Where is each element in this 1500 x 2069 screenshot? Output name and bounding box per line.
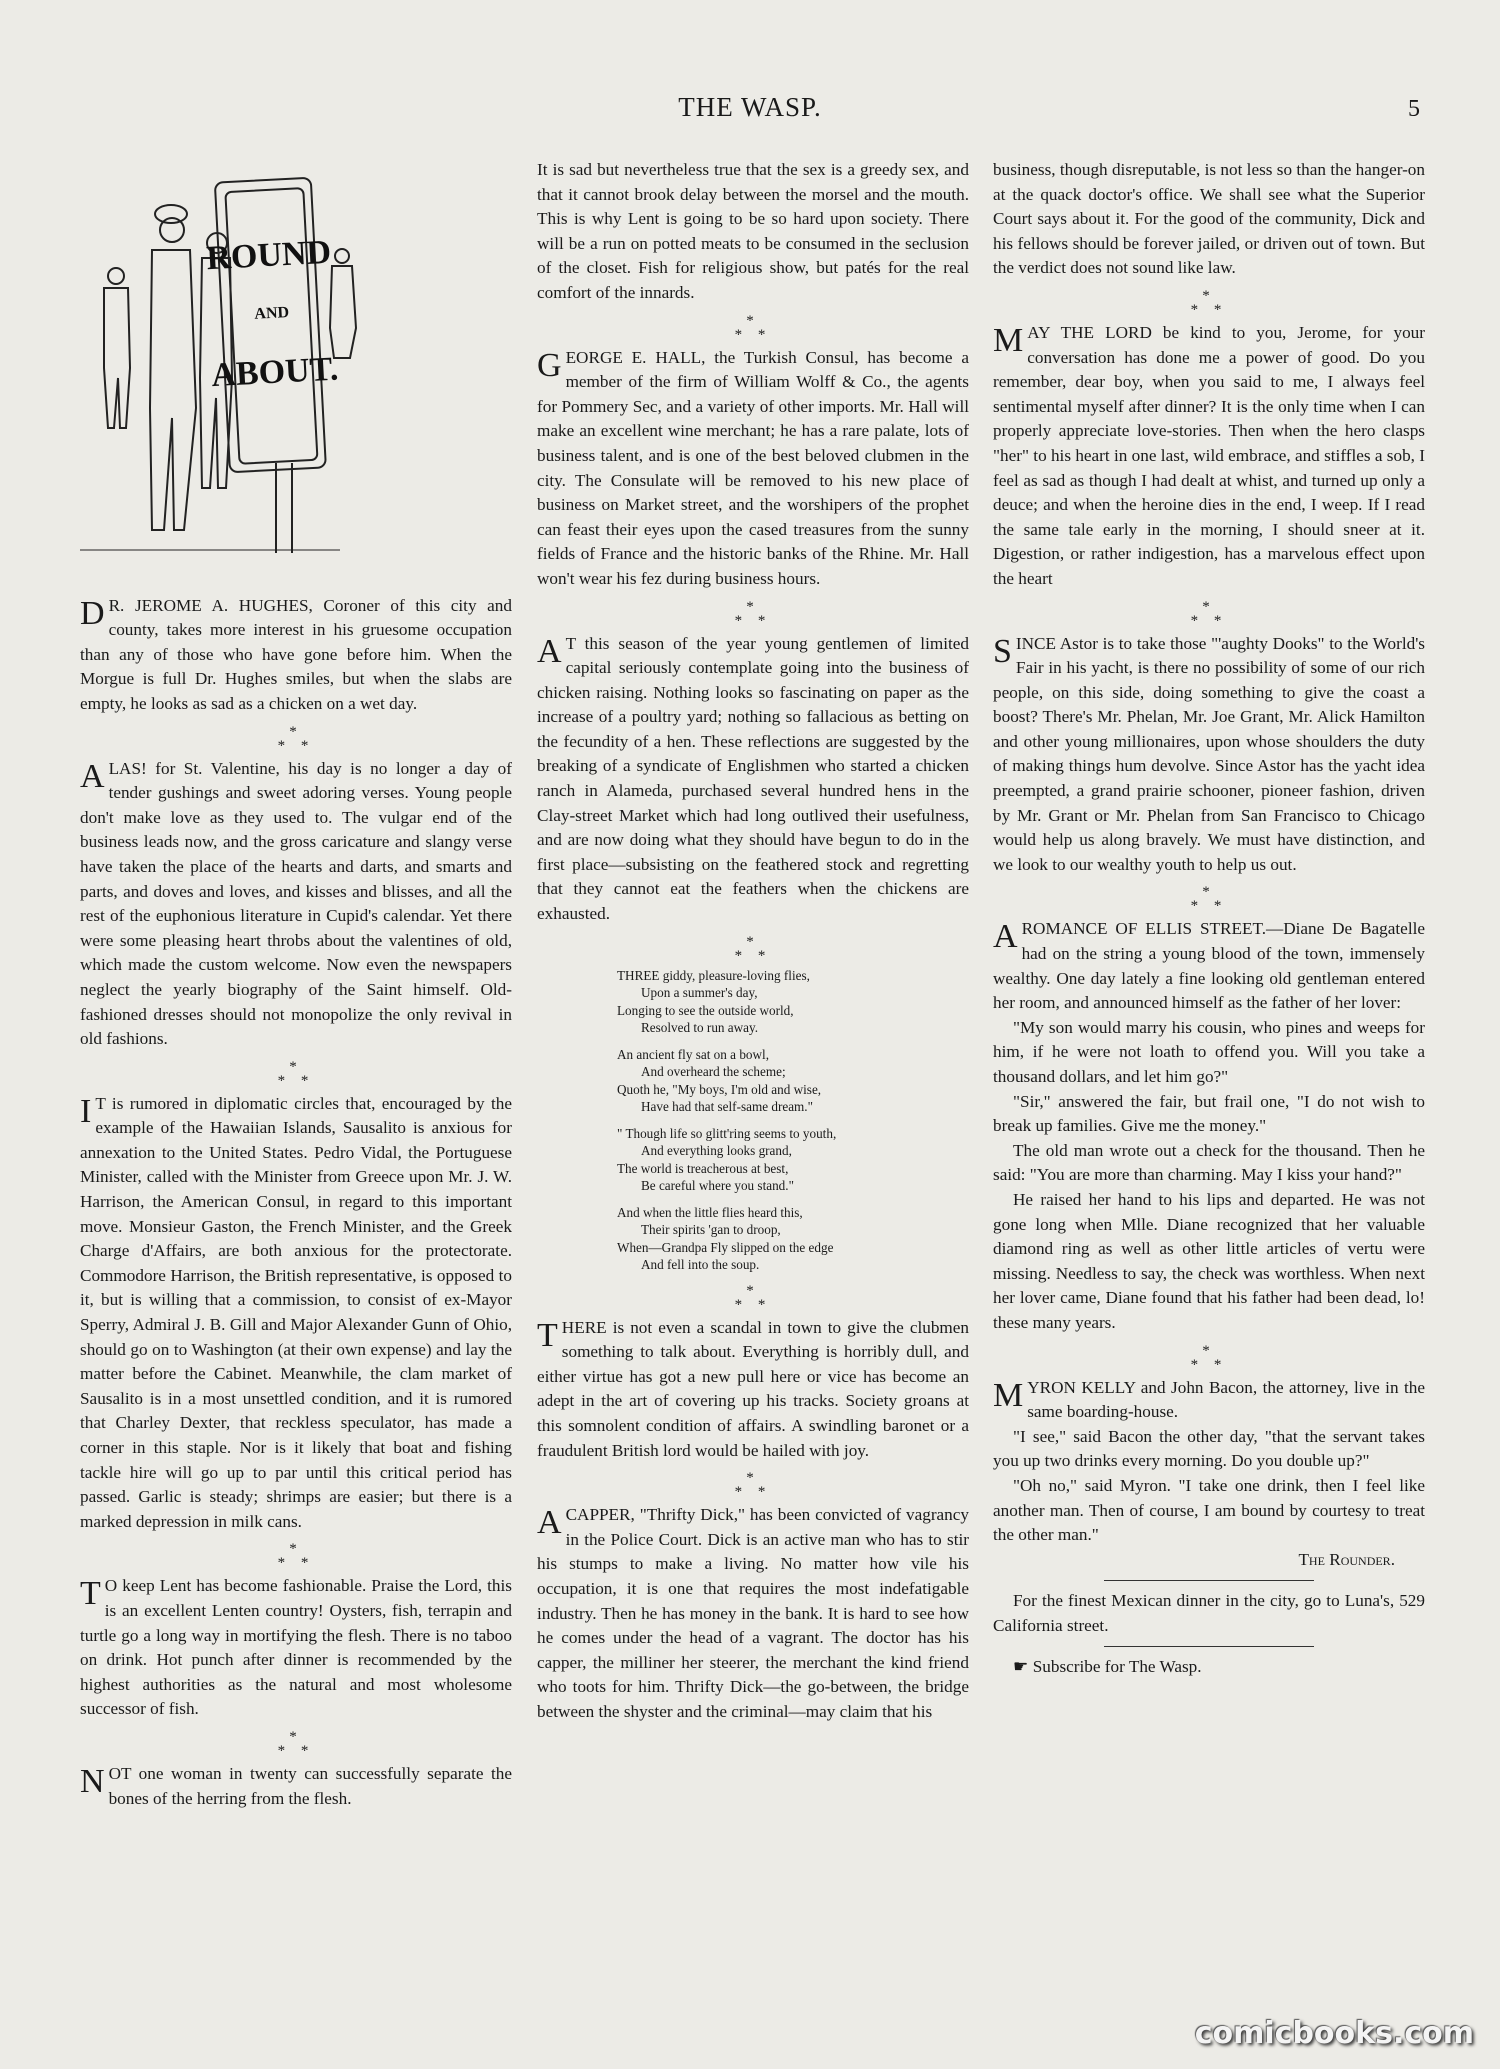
divider	[1104, 1646, 1314, 1647]
paragraph-dialogue: "Sir," answered the fair, but frail one, "I do not wish to break up families. Give me the money."	[993, 1091, 1425, 1136]
section-separator: * * *	[277, 1058, 315, 1089]
paragraph-myron-kelly: MYRON KELLY and John Bacon, the attorney, live in the same boarding-house.	[993, 1376, 1425, 1422]
paragraph-astor: SINCE Astor is to take those "'aughty Dooks" to the World's Fair in his yacht, is there no possibility of some of our rich people, on this side, doing something to give the coast a boost? There's Mr. Phelan, Mr. Joe Grant, Mr. Alick Hamilton and other young millionaires, upon whose shoulders the duty of making things hum devolve. Since Astor has the yacht idea preempted, a grand prairie schooner, pioneer fashion, driven by Mr. Grant or Mr. Phelan from San Francisco to Chicago would help us along bravely. We must have distinction, and we look to our wealthy youth to help us out.	[993, 632, 1425, 874]
section-separator: * * *	[734, 1282, 772, 1313]
watermark: comicbooks.com	[1194, 2016, 1474, 2051]
paragraph-herring: NOT one woman in twenty can successfully separate the bones of the herring from the flesh.	[80, 1762, 512, 1808]
sign-word-and: AND	[254, 304, 290, 323]
paragraph-hall: GEORGE E. HALL, the Turkish Consul, has become a member of the firm of William Wolff & Co., the agents for Pommery Sec, and a variety of other imports. Mr. Hall will make an excellent wine merchant; he has a rare palate, lots of business talent, and is one of the best beloved clubmen in the city. The Consulate will be removed to his new place of business on Market street, and the worshipers of the prophet can feast their eyes upon the cased treasures from the sunny fields of France and the historic banks of the Rhine. Mr. Hall won't wear his fez during business hours.	[537, 346, 969, 588]
divider	[1104, 1580, 1314, 1581]
paragraph-capper: ACAPPER, "Thrifty Dick," has been convicted of vagrancy in the Police Court. Dick is an active man who has to stir his stumps to make a living. No matter how vile his occupation, it is one that requires the most indefatigable industry. Then he has money in the bank. It is hard to see how he comes under the head of a vagrant. The doctor has his capper, the milliner her steerer, the merchant the kind friend who toots for him. Thrifty Dick—the go-between, the bridge between the shyster and the criminal—may claim that his	[537, 1504, 969, 1721]
masthead: THE WASP.	[678, 92, 822, 122]
paragraph-dialogue: "Oh no," said Myron. "I take one drink, then I feel like another man. Then of course, I am bound by courtesy to treat the other man."	[993, 1475, 1425, 1545]
paragraph-dialogue: "My son would marry his cousin, who pines and weeps for him, if he were not loath to offend you. Will you take a thousand dollars, and let him go?"	[993, 1017, 1425, 1086]
paragraph-dialogue: "I see," said Bacon the other day, "that the servant takes you up two drinks every morning. Do you double up?"	[993, 1426, 1425, 1471]
column-3	[993, 158, 1425, 1680]
paragraph-lent: T O keep Lent has become fashionable. Praise the Lord, this is an excellent Lenten country! Oysters, fish, terrapin and turtle go a long way in mortifying the flesh. There is no taboo on drink. Hot punch after dinner is recommended by the highest authorities as the natural and most wholesome successor of fish.	[80, 1575, 512, 1719]
section-separator: * * *	[734, 1470, 772, 1501]
sign-word-about: ABOUT.	[210, 350, 340, 395]
poem-stanza: " Though life so glitt'ring seems to youth, And everything looks grand, The world is treacherous at best, Be careful where you stand."	[617, 1125, 837, 1194]
poem-stanza: And when the little flies heard this, Their spirits 'gan to droop, When—Grandpa Fly slipped on the edge And fell into the soup.	[617, 1204, 834, 1273]
paragraph-dialogue: The old man wrote out a check for the thousand. Then he said: "You are more than charming. May I kiss your hand?"	[993, 1140, 1425, 1185]
advertisement: For the finest Mexican dinner in the city, go to Luna's, 529 California street.	[993, 1591, 1425, 1635]
section-separator: * * *	[1190, 598, 1228, 629]
poem-stanza: THREE giddy, pleasure-loving flies, Upon a summer's day, Longing to see the outside world, Resolved to run away.	[617, 967, 810, 1036]
column-1	[80, 158, 512, 1819]
paragraph-continued-capper: business, though disreputable, is not less so than the hanger-on at the quack doctor's office. We shall see what the Superior Court says about it. For the good of the community, Dick and his fellows should be forever jailed, or driven out of town. But the verdict does not sound like law.	[993, 160, 1425, 278]
section-separator: * * *	[734, 312, 772, 343]
subscribe-notice: ☛ Subscribe for The Wasp.	[1013, 1657, 1202, 1677]
section-separator: * * *	[734, 933, 772, 964]
sign-word-round: ROUND	[205, 233, 332, 278]
section-separator: * * *	[734, 598, 772, 629]
section-separator: * * *	[1190, 884, 1228, 915]
paragraph-hughes: D R. JEROME A. HUGHES, Coroner of this city and county, takes more interest in his gruesome occupation than any of those who have gone before him. When the Morgue is full Dr. Hughes smiles, but when the slabs are empty, he looks as sad as a chicken on a wet day.	[80, 594, 512, 713]
poem-stanza: An ancient fly sat on a bowl, And overheard the scheme; Quoth he, "My boys, I'm old and wise, Have had that self-same dream."	[617, 1046, 822, 1115]
round-and-about-illustration	[80, 158, 512, 578]
section-separator: * * *	[277, 1541, 315, 1572]
paragraph-dialogue: He raised her hand to his lips and departed. He was not gone long when Mlle. Diane recognized that her valuable diamond ring as well as other little articles of vertu were missing. Needless to say, the check was worthless. When next her lover came, Diane found that his father had been dead, lo! these many years.	[993, 1189, 1425, 1332]
paragraph-valentine: ALAS! for St. Valentine, his day is no longer a day of tender gushings and sweet adoring verses. Young people don't make love as they used to. The vulgar end of the business leads now, and the gross caricature and slangy verse have taken the place of the hearts and darts, and smarts and parts, and doves and loves, and kisses and blisses, and all the rest of the euphonious literature in Cupid's calendar. Yet there were some pleasing heart throbs about the valentines of old, which made the custom welcome. Now even the newspapers neglect the yearly biography of the Saint himself. Old-fashioned dresses should not monopolize the only revival in old fashions.	[80, 757, 512, 1049]
section-separator: * * *	[1190, 1342, 1228, 1373]
section-separator: * * *	[277, 723, 315, 754]
poem-flies	[537, 967, 969, 1274]
column-2	[537, 158, 969, 1733]
page-number: 5	[1408, 96, 1420, 122]
paragraph-chickens: A T this season of the year young gentlemen of limited capital seriously contemplate going into the business of chicken raising. Nothing looks so fascinating on paper as the increase of a poultry yard; nothing so fallacious as betting on the fecundity of a hen. These reflections are suggested by the breaking of a syndicate of Englishmen who started a chicken ranch in Alameda, purchased several hundred hens in the Clay-street Market which had long outlived their usefulness, and are now doing what they should have begun to do in the first place—subsisting on the feathered stock and regretting that they cannot eat the feathers when the chickens are exhausted.	[537, 632, 969, 924]
paragraph-continued-lent: It is sad but nevertheless true that the sex is a greedy sex, and that it cannot brook delay between the morsel and the mouth. This is why Lent is going to be so hard upon society. There will be a run on potted meats to be consumed in the seclusion of the closet. Fish for religious show, but patés for the real comfort of the innards.	[537, 160, 969, 302]
section-separator: * * *	[1190, 287, 1228, 318]
paragraph-sausalito: I T is rumored in diplomatic circles that, encouraged by the example of the Hawaiian Islands, Sausalito is anxious for annexation to the United States. Pedro Vidal, the Portuguese Minister, called with the Minister from Greece upon Mr. J. W. Harrison, the American Consul, in regard to this important move. Monsieur Gaston, the French Minister, and the Greek Charge d'Affairs, are both anxious for the protectorate. Commodore Harrison, the British representative, is opposed to it, but is willing that a commission, to consist of ex-Mayor Sperry, Admiral J. B. Gill and Major Alexander Gunn of Ohio, should go on to Washington (at their own expense) and lay the matter before the Cabinet. Meanwhile, the clam market of Sausalito is in a most unsettled condition, and it is rumored that Charley Dexter, that reckless speculator, has made a corner in this staple. Nor is it likely that boat and fishing tackle hire will go up to par until this critical period has passed. Garlic is steady; shrimps are easier; but there is a marked depression in milk cans.	[80, 1092, 512, 1531]
signature: The Rounder.	[1298, 1549, 1395, 1569]
section-separator: * * *	[277, 1728, 315, 1759]
paragraph-jerome: MAY THE LORD be kind to you, Jerome, for your conversation has done me a power of good. Do you remember, dear boy, when you said to me, I always feel sentimental myself after dinner? It is the only time when I can properly appreciate love-stories. Then when the hero clasps "her" to his heart in one last, wild embrace, and stiffles a sob, I feel as sad as though I had dealt at whist, and turned up only a deuce; and when the heroine dies in the end, I weep. If I read the same tale early in the morning, I should sneer at it. Digestion, or rather indigestion, has a marvelous effect upon the heart	[993, 321, 1425, 588]
paragraph-scandal: THERE is not even a scandal in town to give the clubmen something to talk about. Everything is horribly dull, and either virtue has got a new pull here or vice has become an adept in the art of covering up his tracks. Society groans at this somnolent condition of affairs. A swindling baronet or a fraudulent British lord would be hailed with joy.	[537, 1316, 969, 1460]
paragraph-ellis-street: AROMANCE OF ELLIS STREET.—Diane De Bagatelle had on the string a young blood of the town, immensely wealthy. One day lately a fine looking old gentleman entered her room, and announced himself as the father of her lover:	[993, 918, 1425, 1013]
